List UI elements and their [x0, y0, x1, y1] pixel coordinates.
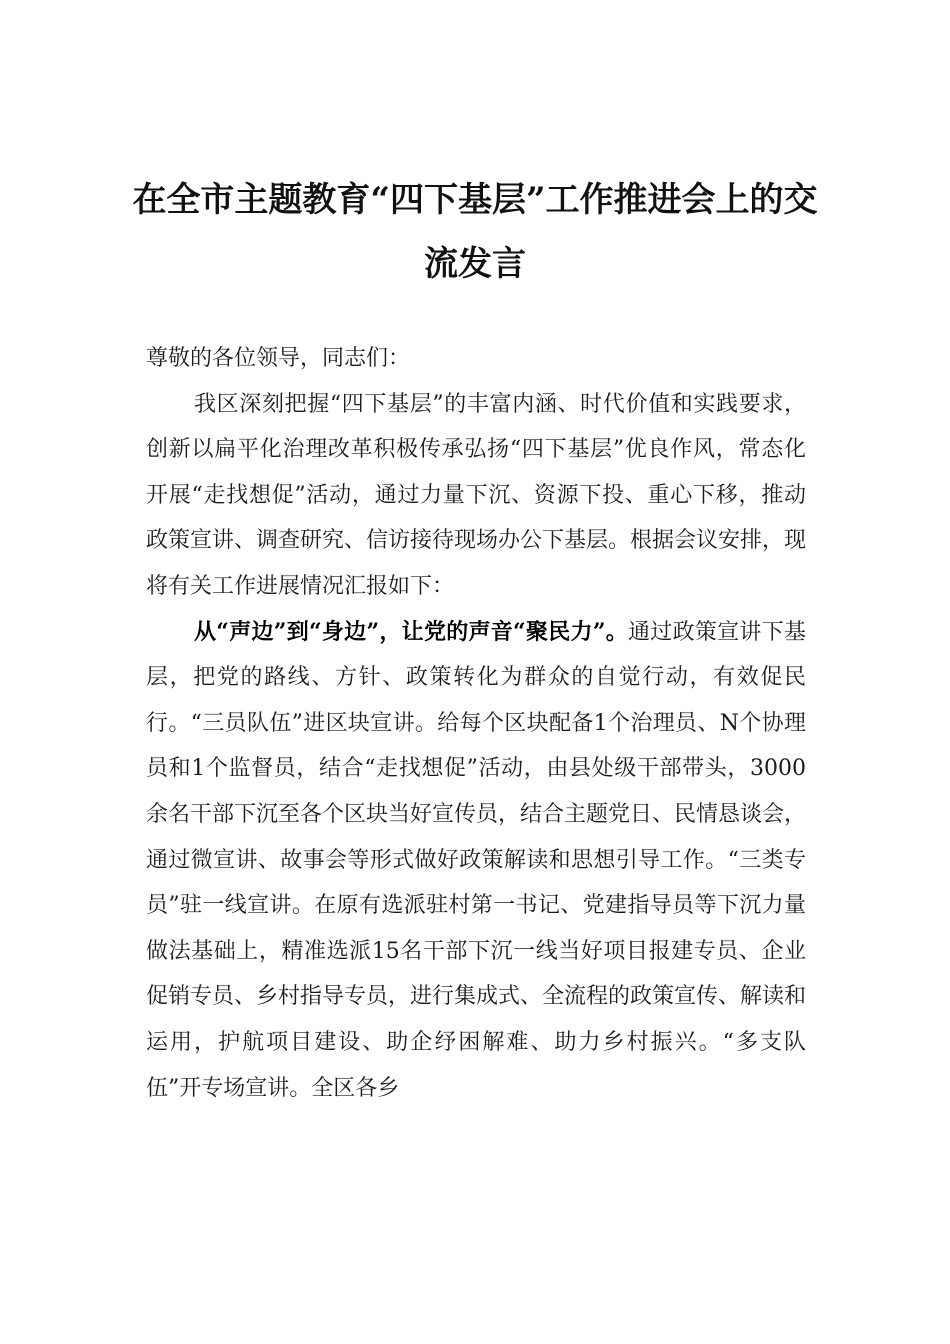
- section-heading: 从“声边”到“身边”，让党的声音“聚民力”。: [194, 618, 629, 645]
- document-title: 在全市主题教育“四下基层”工作推进会上的交流发言: [132, 180, 818, 284]
- section-text: 通过政策宣讲下基层，把党的路线、方针、政策转化为群众的自觉行动，有效促民行。“三员队伍”进区块宣讲。给每个区块配备1个治理员、N个协理员和1个监督员，结合“走找想促”活动，由县处级干部带头，3000余名干部下沉至各个区块当好宣传员，结合主题党日、民情恳谈会，通过微宣讲、故事会等形式做好政策解读和思想引导工作。“三类专员”驻一线宣讲。在原有选派驻村第一书记、党建指导员等下沉力量做法基础上，精准选派15名干部下沉一线当好项目报建专员、企业促销专员、乡村指导专员，进行集成式、全流程的政策宣传、解读和运用，护航项目建设、助企纾困解难、助力乡村振兴。“多支队伍”开专场宣讲。全区各乡: [146, 619, 807, 1101]
- section-paragraph: [146, 610, 806, 1112]
- intro-paragraph: 我区深刻把握“四下基层”的丰富内涵、时代价值和实践要求，创新以扁平化治理改革积极传承弘扬“四下基层”优良作风，常态化开展“走找想促”活动，通过力量下沉、资源下投、重心下移，推动政策宣讲、调查研究、信访接待现场办公下基层。根据会议安排，现将有关工作进展情况汇报如下：: [146, 391, 807, 599]
- document-body: [146, 336, 806, 1111]
- salutation: 尊敬的各位领导，同志们：: [146, 346, 411, 371]
